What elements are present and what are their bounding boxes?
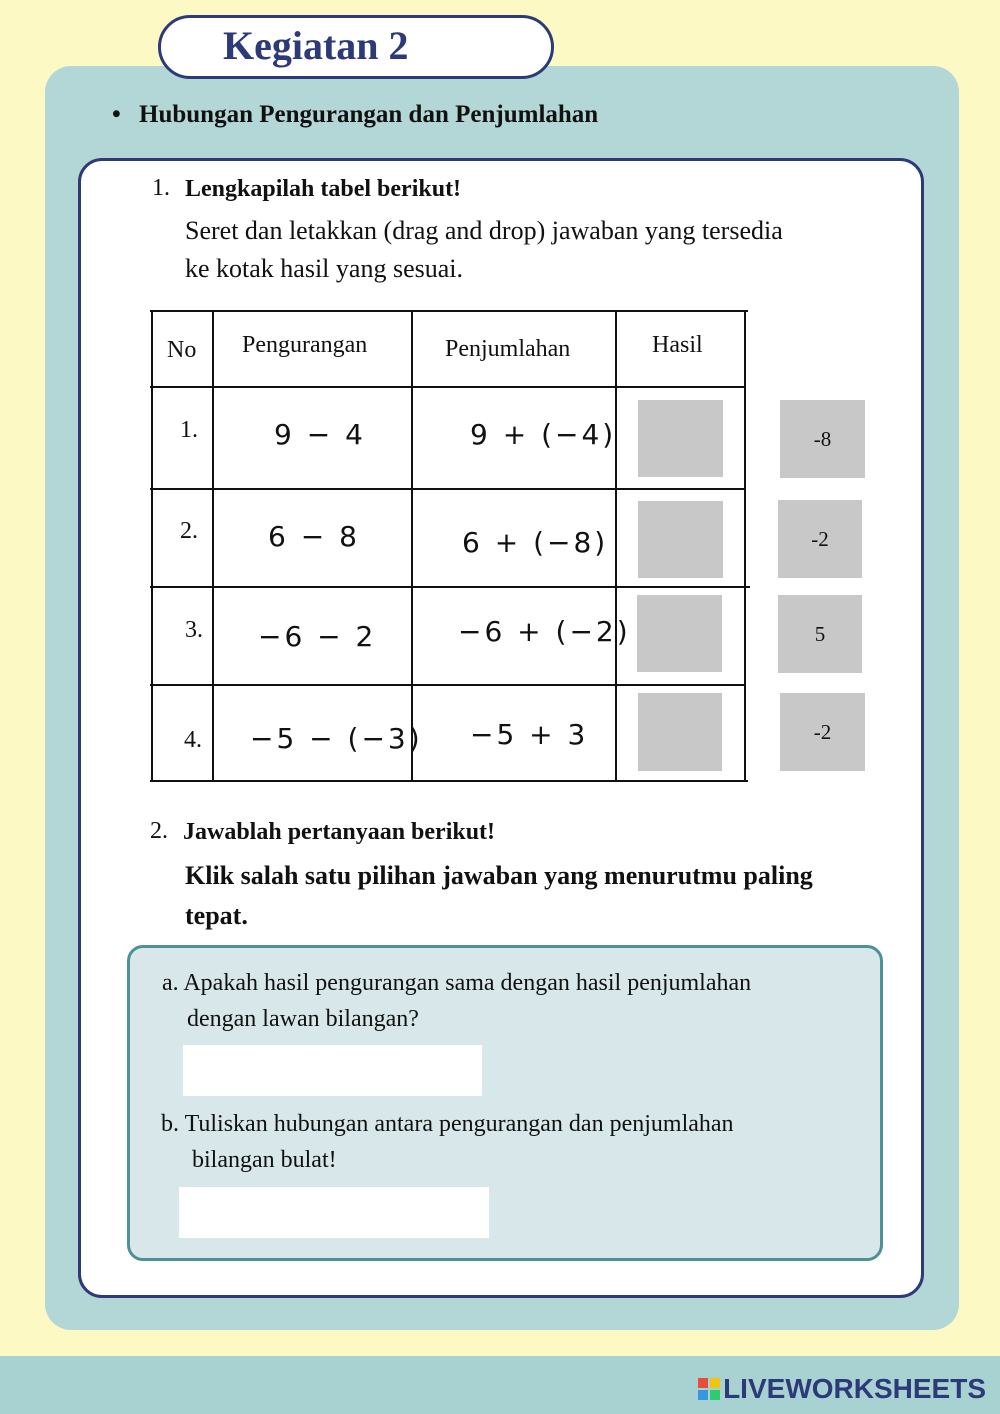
- logo-square: [698, 1378, 708, 1388]
- hasil-drop-zone-4[interactable]: [638, 693, 722, 771]
- table-line: [744, 310, 746, 782]
- table-line: [150, 488, 746, 490]
- question-b-line-2: bilangan bulat!: [192, 1147, 337, 1173]
- hasil-drop-zone-3[interactable]: [637, 595, 722, 672]
- liveworksheets-logo: [698, 1373, 986, 1405]
- row-1-pengurangan: 9 − 4: [274, 418, 366, 451]
- row-1-number: 1.: [180, 417, 198, 443]
- row-4-pengurangan: −5 − (−3): [250, 722, 423, 755]
- logo-square: [698, 1390, 708, 1400]
- logo-square: [710, 1378, 720, 1388]
- row-4-number: 4.: [184, 727, 202, 753]
- question-1-title: Lengkapilah tabel berikut!: [185, 176, 462, 202]
- row-3-penjumlahan: −6 + (−2): [458, 615, 631, 648]
- question-1-number: 1.: [152, 175, 170, 201]
- table-line: [411, 310, 413, 782]
- table-line: [150, 684, 746, 686]
- hasil-drop-zone-2[interactable]: [638, 501, 723, 578]
- question-a-line-2: dengan lawan bilangan?: [187, 1006, 419, 1032]
- header-no: No: [167, 337, 197, 363]
- table-line: [150, 780, 748, 782]
- question-2-instruction-line-2: tepat.: [185, 901, 248, 930]
- row-3-number: 3.: [185, 617, 203, 643]
- answer-b-input[interactable]: [179, 1187, 489, 1238]
- row-1-penjumlahan: 9 + (−4): [470, 418, 617, 451]
- question-2-number: 2.: [150, 818, 168, 844]
- answer-chip[interactable]: 5: [778, 595, 862, 673]
- question-1-instruction-line-1: Seret dan letakkan (drag and drop) jawaban yang tersedia: [185, 216, 783, 245]
- table-line: [150, 586, 750, 588]
- table-line: [212, 310, 214, 782]
- table-line: [150, 386, 746, 388]
- row-4-penjumlahan: −5 + 3: [470, 718, 589, 751]
- liveworksheets-logo-text: LIVEWORKSHEETS: [723, 1373, 986, 1404]
- hasil-drop-zone-1[interactable]: [638, 400, 723, 477]
- question-1-instruction-line-2: ke kotak hasil yang sesuai.: [185, 254, 463, 283]
- question-b-line-1: b. Tuliskan hubungan antara pengurangan dan penjumlahan: [161, 1111, 734, 1137]
- section-heading: [112, 101, 598, 129]
- answer-chip[interactable]: -2: [780, 693, 865, 771]
- answer-a-input[interactable]: [183, 1045, 482, 1096]
- row-2-penjumlahan: 6 + (−8): [462, 526, 609, 559]
- activity-title-pill: [158, 15, 554, 79]
- question-a-line-1: a. Apakah hasil pengurangan sama dengan hasil penjumlahan: [162, 970, 752, 996]
- header-penjumlahan: Penjumlahan: [445, 336, 571, 362]
- answer-chip[interactable]: -2: [778, 500, 862, 578]
- section-heading-text: Hubungan Pengurangan dan Penjumlahan: [139, 101, 599, 128]
- table-line: [150, 310, 748, 312]
- table-line: [151, 310, 153, 782]
- header-hasil: Hasil: [652, 332, 703, 358]
- row-2-pengurangan: 6 − 8: [268, 520, 360, 553]
- logo-square: [710, 1390, 720, 1400]
- table-line: [615, 310, 617, 782]
- question-2-instruction-line-1: Klik salah satu pilihan jawaban yang menurutmu paling: [185, 861, 813, 890]
- answer-chip[interactable]: -8: [780, 400, 865, 478]
- liveworksheets-logo-icon: [698, 1378, 720, 1400]
- question-2-title: Jawablah pertanyaan berikut!: [183, 819, 496, 845]
- bullet-icon: •: [112, 101, 121, 128]
- header-pengurangan: Pengurangan: [242, 332, 368, 358]
- row-3-pengurangan: −6 − 2: [258, 620, 377, 653]
- row-2-number: 2.: [180, 518, 198, 544]
- activity-title: Kegiatan 2: [223, 23, 409, 68]
